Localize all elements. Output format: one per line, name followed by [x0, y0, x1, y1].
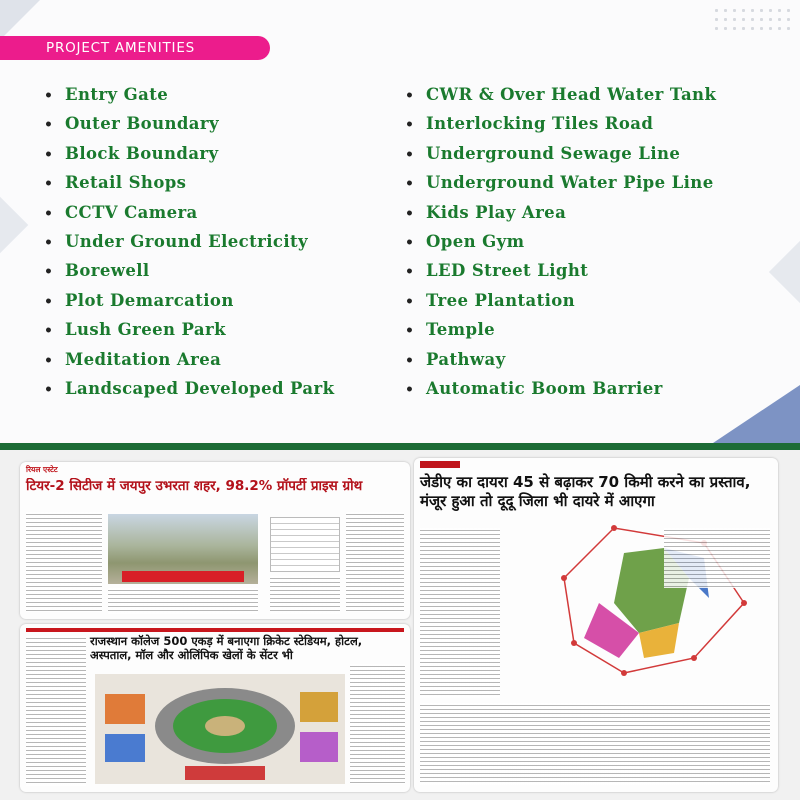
bullet-icon: • — [405, 264, 415, 281]
bullet-icon: • — [405, 205, 415, 222]
amenity-item: • Under Ground Electricity — [44, 227, 334, 256]
section-tag-bar — [420, 461, 460, 468]
amenity-item: • Borewell — [44, 256, 334, 285]
amenities-heading: PROJECT AMENITIES — [0, 36, 270, 60]
article-text-block — [346, 512, 404, 612]
amenity-item: • Block Boundary — [44, 139, 334, 168]
amenity-item: • Kids Play Area — [405, 198, 716, 227]
bullet-icon: • — [405, 293, 415, 310]
article-text-block — [420, 528, 500, 698]
clipping-headline: टियर-2 सिटीज में जयपुर उभरता शहर, 98.2% प्रॉपर्टी प्राइस ग्रोथ — [26, 478, 363, 494]
amenity-item: • Retail Shops — [44, 168, 334, 197]
amenity-item: • Plot Demarcation — [44, 286, 334, 315]
bullet-icon: • — [405, 176, 415, 193]
amenity-item: • Outer Boundary — [44, 109, 334, 138]
amenity-item: • Open Gym — [405, 227, 716, 256]
amenity-item: • Tree Plantation — [405, 286, 716, 315]
amenity-item: • Landscaped Developed Park — [44, 374, 334, 403]
amenities-left-column — [44, 80, 334, 403]
article-text-block — [26, 512, 102, 612]
amenity-item: • Lush Green Park — [44, 315, 334, 344]
photo-caption-band — [122, 571, 244, 582]
stadium-illustration — [95, 664, 345, 784]
amenity-item: • Underground Water Pipe Line — [405, 168, 716, 197]
bullet-icon: • — [44, 234, 54, 251]
bullet-icon: • — [405, 381, 415, 398]
amenity-item: • Entry Gate — [44, 80, 334, 109]
bullet-icon: • — [44, 176, 54, 193]
section-divider — [0, 443, 800, 450]
article-text-block — [26, 636, 86, 786]
amenity-item: • Temple — [405, 315, 716, 344]
article-text-block — [350, 664, 405, 784]
clipping-strip — [414, 458, 778, 473]
amenity-item: • Automatic Boom Barrier — [405, 374, 716, 403]
clipping-headline: जेडीए का दायरा 45 से बढ़ाकर 70 किमी करने का प्रस्ताव, मंजूर हुआ तो दूदू जिला भी दायरे में आएगा — [420, 473, 751, 510]
bullet-icon: • — [44, 117, 54, 134]
diamond-decoration-left — [0, 197, 28, 254]
bullet-icon: • — [44, 205, 54, 222]
amenities-right-column — [405, 80, 716, 403]
amenity-item: • Interlocking Tiles Road — [405, 109, 716, 138]
article-text-block — [270, 576, 340, 614]
news-clipping-stadium — [20, 624, 410, 792]
bullet-icon: • — [44, 264, 54, 281]
bullet-icon: • — [44, 88, 54, 104]
section-tag: रियल एस्टेट — [26, 465, 58, 474]
clipping-red-bar — [26, 628, 404, 632]
bullet-icon: • — [44, 146, 54, 163]
price-table — [270, 517, 340, 572]
dot-pattern-decoration — [712, 6, 792, 36]
amenity-item: • Underground Sewage Line — [405, 139, 716, 168]
amenity-item: • CCTV Camera — [44, 198, 334, 227]
bullet-icon: • — [405, 234, 415, 251]
news-clipping-jda-map — [414, 458, 778, 792]
bullet-icon: • — [405, 88, 415, 104]
article-text-block — [420, 703, 770, 785]
amenity-item: • LED Street Light — [405, 256, 716, 285]
bullet-icon: • — [405, 352, 415, 369]
news-clipping-tier2-growth — [20, 462, 410, 619]
article-text-block — [108, 588, 258, 614]
amenity-item: • Meditation Area — [44, 345, 334, 374]
bullet-icon: • — [44, 381, 54, 398]
city-photo — [108, 514, 258, 584]
diamond-decoration-right — [769, 241, 800, 303]
amenity-item: • CWR & Over Head Water Tank — [405, 80, 716, 109]
amenity-item: • Pathway — [405, 345, 716, 374]
bullet-icon: • — [44, 352, 54, 369]
corner-decoration-bottom-right — [710, 385, 800, 445]
clipping-strip — [20, 462, 410, 478]
corner-decoration — [0, 0, 40, 40]
bullet-icon: • — [44, 293, 54, 310]
article-text-block — [664, 528, 770, 588]
bullet-icon: • — [405, 146, 415, 163]
news-clippings-panel — [0, 450, 800, 800]
clipping-headline: राजस्थान कॉलेज 500 एकड़ में बनाएगा क्रिकेट स्टेडियम, होटल, अस्पताल, मॉल और ओलिंपिक खेलों के सेंटर भी — [90, 634, 363, 663]
bullet-icon: • — [405, 323, 415, 340]
bullet-icon: • — [405, 117, 415, 134]
bullet-icon: • — [44, 323, 54, 340]
